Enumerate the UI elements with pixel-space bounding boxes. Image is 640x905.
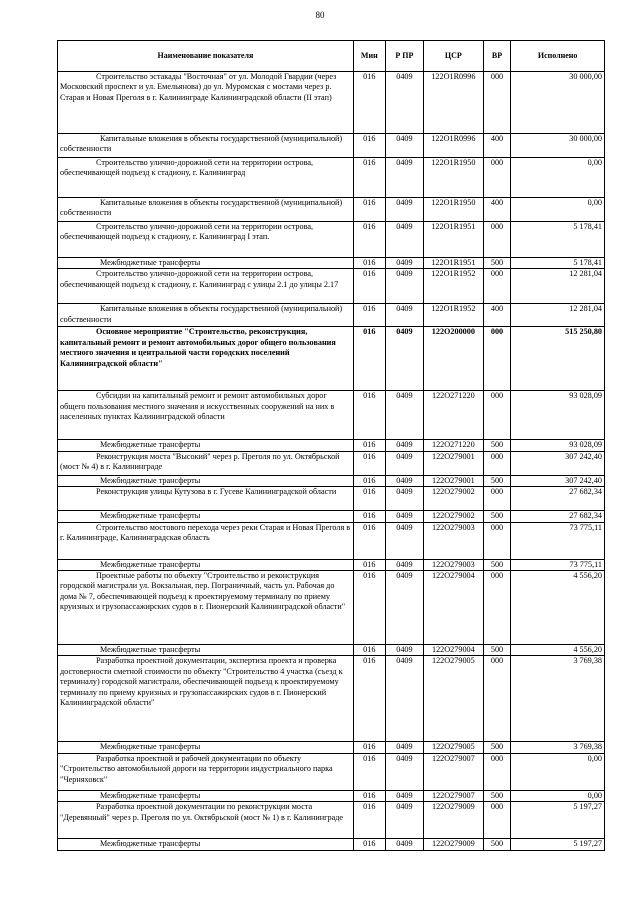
row-expense-type: 500	[483, 790, 511, 801]
row-target-article: 122O279007	[424, 790, 484, 801]
row-indicator-name: Капитальные вложения в объекты государственной (муниципальной) собственности	[58, 304, 354, 327]
row-executed: 12 281,04	[511, 304, 605, 327]
row-section: 0409	[385, 304, 423, 327]
row-target-article: 122O279004	[424, 645, 484, 656]
row-executed: 93 028,09	[511, 440, 605, 451]
row-expense-type: 500	[483, 440, 511, 451]
row-ministry: 016	[353, 839, 385, 850]
row-indicator-name: Межбюджетные трансферты	[58, 440, 354, 451]
row-executed: 30 000,00	[511, 134, 605, 158]
row-executed: 307 242,40	[511, 451, 605, 475]
row-indicator-name: Строительство улично-дорожной сети на территории острова, обеспечивающей подъезд к стадиону, г. Калининград I этап.	[58, 222, 354, 258]
row-section: 0409	[385, 790, 423, 801]
row-section: 0409	[385, 511, 423, 522]
row-section: 0409	[385, 742, 423, 753]
row-indicator-name: Межбюджетные трансферты	[58, 475, 354, 486]
row-indicator-name: Разработка проектной и рабочей документации по объекту "Строительство автомобильной дороги на территории индустриального парка "Черняховск"	[58, 753, 354, 790]
row-executed: 12 281,04	[511, 269, 605, 304]
table-row	[58, 269, 605, 304]
row-ministry: 016	[353, 742, 385, 753]
row-expense-type: 500	[483, 645, 511, 656]
row-expense-type: 400	[483, 134, 511, 158]
table-row	[58, 753, 605, 790]
row-section: 0409	[385, 391, 423, 440]
row-section: 0409	[385, 72, 423, 134]
row-indicator-name: Капитальные вложения в объекты государственной (муниципальной) собственности	[58, 198, 354, 222]
row-ministry: 016	[353, 522, 385, 559]
row-expense-type: 000	[483, 656, 511, 742]
row-indicator-name: Строительство улично-дорожной сети на территории острова, обеспечивающей подъезд к стадиону, г. Калининград с улицы 2.1 до улицы 2.17	[58, 269, 354, 304]
row-section: 0409	[385, 134, 423, 158]
row-target-article: 122O271220	[424, 440, 484, 451]
row-section: 0409	[385, 645, 423, 656]
table-row	[58, 134, 605, 158]
row-expense-type: 000	[483, 753, 511, 790]
table-row	[58, 475, 605, 486]
table-row	[58, 158, 605, 198]
row-ministry: 016	[353, 327, 385, 391]
row-expense-type: 500	[483, 839, 511, 850]
row-indicator-name: Субсидии на капитальный ремонт и ремонт автомобильных дорог общего пользования местного значения и искусственных сооружений на них в населенных пунктах Калининградской области	[58, 391, 354, 440]
row-expense-type: 000	[483, 451, 511, 475]
row-indicator-name: Разработка проектной документации по реконструкции моста "Деревянный" через р. Преголя по ул. Октябрьской (мост № 1) в г. Калининграде	[58, 802, 354, 839]
row-expense-type: 000	[483, 802, 511, 839]
row-target-article: 122O279009	[424, 839, 484, 850]
row-section: 0409	[385, 440, 423, 451]
row-target-article: 122O279002	[424, 487, 484, 511]
row-executed: 3 769,38	[511, 656, 605, 742]
row-executed: 5 197,27	[511, 802, 605, 839]
row-target-article: 122O279005	[424, 742, 484, 753]
table-row	[58, 559, 605, 570]
row-section: 0409	[385, 559, 423, 570]
row-ministry: 016	[353, 475, 385, 486]
row-target-article: 122O271220	[424, 391, 484, 440]
table-row	[58, 327, 605, 391]
row-section: 0409	[385, 222, 423, 258]
row-target-article: 122O1R1952	[424, 304, 484, 327]
table-row	[58, 742, 605, 753]
row-expense-type: 000	[483, 522, 511, 559]
row-ministry: 016	[353, 487, 385, 511]
row-expense-type: 500	[483, 559, 511, 570]
row-ministry: 016	[353, 559, 385, 570]
row-indicator-name: Строительство эстакады "Восточная" от ул. Молодой Гвардии (через Московский проспект и ул. Емельянова) до ул. Муромская с мостами через р. Старая и Новая Преголя в г. Калининграде Калининградской области (II этап)	[58, 72, 354, 134]
row-expense-type: 000	[483, 72, 511, 134]
row-ministry: 016	[353, 134, 385, 158]
table-row	[58, 656, 605, 742]
row-target-article: 122O279001	[424, 475, 484, 486]
row-executed: 5 178,41	[511, 258, 605, 269]
row-section: 0409	[385, 487, 423, 511]
row-executed: 4 556,20	[511, 571, 605, 645]
row-target-article: 122O279003	[424, 522, 484, 559]
row-ministry: 016	[353, 391, 385, 440]
row-executed: 515 250,80	[511, 327, 605, 391]
row-ministry: 016	[353, 158, 385, 198]
row-indicator-name: Межбюджетные трансферты	[58, 645, 354, 656]
row-executed: 0,00	[511, 753, 605, 790]
table-row	[58, 440, 605, 451]
row-target-article: 122O279003	[424, 559, 484, 570]
row-executed: 30 000,00	[511, 72, 605, 134]
row-indicator-name: Проектные работы по объекту "Строительство и реконструкция городской магистрали ул. Вокзальная, пер. Пограничный, часть ул. Рабочая до дома № 7, обеспечивающей подъезд к проектируемому терминалу по приему круизных и грузопассажирских судов в г. Пионерский Калининградской области"	[58, 571, 354, 645]
row-ministry: 016	[353, 222, 385, 258]
row-section: 0409	[385, 258, 423, 269]
row-section: 0409	[385, 802, 423, 839]
row-executed: 27 682,34	[511, 511, 605, 522]
table-row	[58, 571, 605, 645]
row-ministry: 016	[353, 790, 385, 801]
table-row	[58, 802, 605, 839]
table-header-row	[58, 41, 605, 72]
budget-execution-table	[57, 40, 605, 851]
table-row	[58, 222, 605, 258]
row-target-article: 122O1R0996	[424, 134, 484, 158]
row-indicator-name: Межбюджетные трансферты	[58, 511, 354, 522]
row-executed: 0,00	[511, 790, 605, 801]
row-target-article: 122O279004	[424, 571, 484, 645]
row-expense-type: 000	[483, 269, 511, 304]
row-expense-type: 500	[483, 258, 511, 269]
row-indicator-name: Межбюджетные трансферты	[58, 258, 354, 269]
row-indicator-name: Межбюджетные трансферты	[58, 559, 354, 570]
row-target-article: 122O1R0996	[424, 72, 484, 134]
table-row	[58, 391, 605, 440]
row-executed: 27 682,34	[511, 487, 605, 511]
row-executed: 93 028,09	[511, 391, 605, 440]
table-row	[58, 645, 605, 656]
row-section: 0409	[385, 327, 423, 391]
row-target-article: 122O1R1952	[424, 269, 484, 304]
row-section: 0409	[385, 158, 423, 198]
header-expense-type: ВР	[483, 41, 511, 72]
header-ministry: Мин	[353, 41, 385, 72]
row-indicator-name: Межбюджетные трансферты	[58, 742, 354, 753]
row-section: 0409	[385, 656, 423, 742]
row-expense-type: 000	[483, 571, 511, 645]
row-executed: 307 242,40	[511, 475, 605, 486]
table-row	[58, 198, 605, 222]
row-ministry: 016	[353, 571, 385, 645]
row-executed: 5 178,41	[511, 222, 605, 258]
table-row	[58, 790, 605, 801]
row-indicator-name: Строительство мостового перехода через реки Старая и Новая Преголя в г. Калининграде, Калининградская область	[58, 522, 354, 559]
row-section: 0409	[385, 198, 423, 222]
row-section: 0409	[385, 571, 423, 645]
table-row	[58, 522, 605, 559]
header-section: Р ПР	[385, 41, 423, 72]
table-body	[58, 72, 605, 851]
row-indicator-name: Основное мероприятие "Строительство, реконструкция, капитальный ремонт и ремонт автомобильных дорог общего пользования местного значения и центральной части городских поселений Калининградской области"	[58, 327, 354, 391]
row-section: 0409	[385, 451, 423, 475]
row-target-article: 122O1R1951	[424, 258, 484, 269]
row-target-article: 122O1R1950	[424, 158, 484, 198]
table-row	[58, 839, 605, 850]
row-ministry: 016	[353, 258, 385, 269]
row-ministry: 016	[353, 656, 385, 742]
row-ministry: 016	[353, 451, 385, 475]
row-target-article: 122O279009	[424, 802, 484, 839]
row-indicator-name: Капитальные вложения в объекты государственной (муниципальной) собственности	[58, 134, 354, 158]
row-indicator-name: Строительство улично-дорожной сети на территории острова, обеспечивающей подъезд к стадиону, г. Калининград	[58, 158, 354, 198]
row-section: 0409	[385, 269, 423, 304]
row-expense-type: 500	[483, 742, 511, 753]
row-executed: 4 556,20	[511, 645, 605, 656]
row-target-article: 122O279005	[424, 656, 484, 742]
row-indicator-name: Межбюджетные трансферты	[58, 839, 354, 850]
row-indicator-name: Реконструкция моста "Высокий" через р. Преголя по ул. Октябрьской (мост № 4) в г. Калининграде	[58, 451, 354, 475]
row-executed: 3 769,38	[511, 742, 605, 753]
row-target-article: 122O279007	[424, 753, 484, 790]
row-expense-type: 500	[483, 511, 511, 522]
row-ministry: 016	[353, 304, 385, 327]
row-expense-type: 500	[483, 475, 511, 486]
row-ministry: 016	[353, 440, 385, 451]
row-expense-type: 000	[483, 222, 511, 258]
row-executed: 73 775,11	[511, 522, 605, 559]
row-executed: 0,00	[511, 198, 605, 222]
row-section: 0409	[385, 522, 423, 559]
row-executed: 73 775,11	[511, 559, 605, 570]
header-executed: Исполнено	[511, 41, 605, 72]
row-section: 0409	[385, 475, 423, 486]
row-target-article: 122O1R1951	[424, 222, 484, 258]
row-ministry: 016	[353, 72, 385, 134]
table-row	[58, 72, 605, 134]
row-expense-type: 400	[483, 304, 511, 327]
row-target-article: 122O1R1950	[424, 198, 484, 222]
table-row	[58, 258, 605, 269]
row-indicator-name: Разработка проектной документации, экспертиза проекта и проверка достоверности сметной стоимости по объекту "Строительство 4 участка (съезд к терминалу) городской магистрали, обеспечивающей подъезд к проектируемому терминалу по приему круизных и грузопассажирских судов в г. Пионерский Калининградской области"	[58, 656, 354, 742]
row-indicator-name: Межбюджетные трансферты	[58, 790, 354, 801]
table-row	[58, 304, 605, 327]
row-section: 0409	[385, 839, 423, 850]
row-executed: 0,00	[511, 158, 605, 198]
page-number: 80	[315, 10, 325, 20]
row-ministry: 016	[353, 645, 385, 656]
row-executed: 5 197,27	[511, 839, 605, 850]
row-target-article: 122O279002	[424, 511, 484, 522]
row-expense-type: 000	[483, 487, 511, 511]
table-row	[58, 511, 605, 522]
row-expense-type: 000	[483, 158, 511, 198]
table-row	[58, 487, 605, 511]
row-ministry: 016	[353, 753, 385, 790]
row-section: 0409	[385, 753, 423, 790]
row-ministry: 016	[353, 198, 385, 222]
row-ministry: 016	[353, 269, 385, 304]
row-expense-type: 000	[483, 391, 511, 440]
row-ministry: 016	[353, 511, 385, 522]
header-indicator-name: Наименование показателя	[58, 41, 354, 72]
row-indicator-name: Реконструкция улицы Кутузова в г. Гусеве Калининградской области	[58, 487, 354, 511]
header-target-article: ЦСР	[424, 41, 484, 72]
row-target-article: 122O200000	[424, 327, 484, 391]
row-ministry: 016	[353, 802, 385, 839]
table-row	[58, 451, 605, 475]
row-expense-type: 000	[483, 327, 511, 391]
row-expense-type: 400	[483, 198, 511, 222]
row-target-article: 122O279001	[424, 451, 484, 475]
